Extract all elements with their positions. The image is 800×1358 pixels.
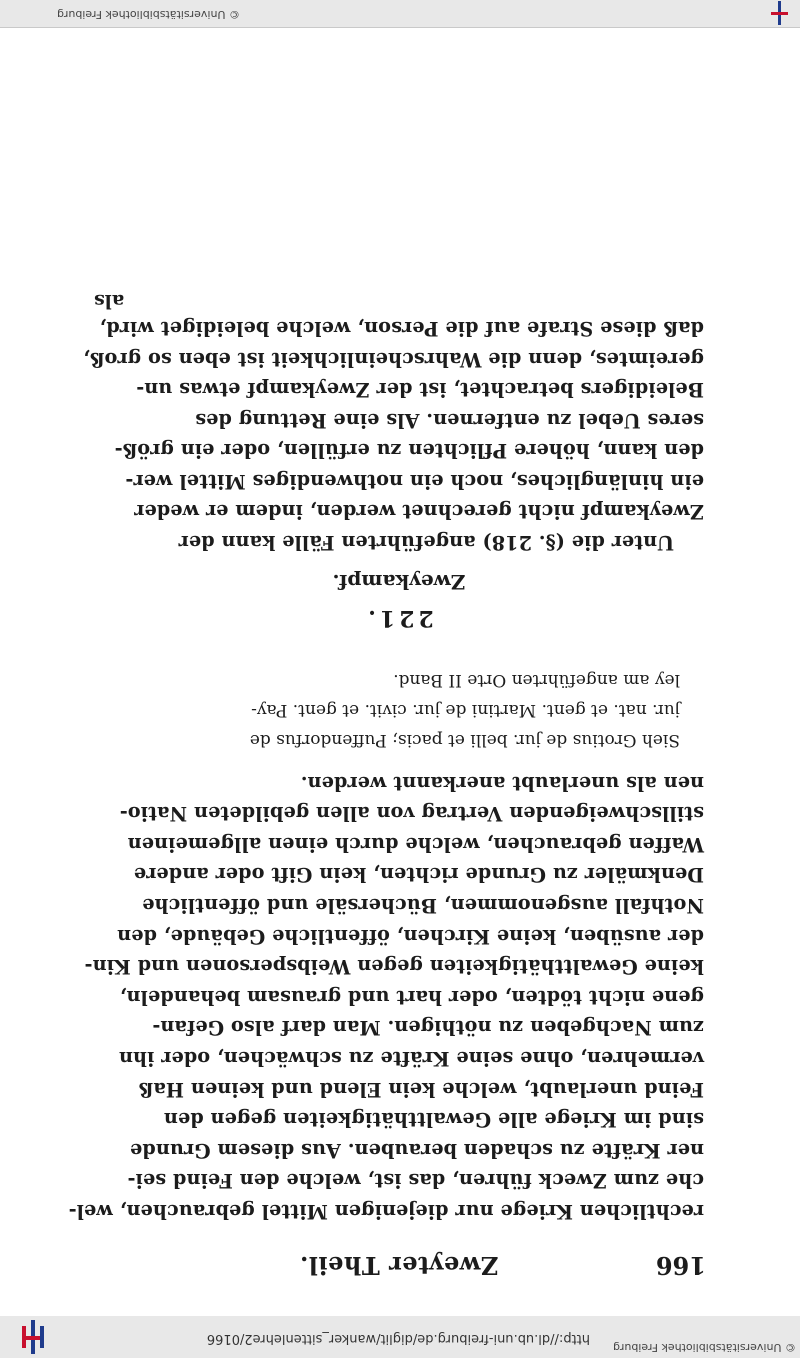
paragraph-duel: [83, 312, 704, 557]
section-number: 221.: [364, 605, 434, 632]
text-line: keine Gewaltthätigkeiten gegen Weibspersonen und Kin-: [84, 955, 704, 979]
text-line: Nothfall ausgenommen, Büchersäle und öffentliche: [142, 894, 704, 918]
catchword-text: als: [94, 290, 125, 313]
text-line: sind im Kriege alle Gewaltthätigkeiten gegen den: [163, 1108, 704, 1132]
text-line: der ausüben, keine Kirchen, öffentliche Gebäude, den: [117, 924, 704, 948]
page-number: 166: [655, 1251, 706, 1280]
note-line: ley am angeführten Orte II Band.: [393, 670, 680, 691]
text-line: den kann, höhere Pflichten zu erfüllen, oder ein größ-: [114, 439, 704, 463]
text-line: stillschweigenden Vertrag von allen gebildeten Natio-: [119, 802, 704, 826]
section-title: Zweykampf.: [332, 570, 466, 595]
university-logo-small-icon: [764, 1, 794, 25]
text-line: rechtlichen Kriege nur diejenigen Mittel gebrauchen, wel-: [68, 1200, 704, 1223]
text-line: gene nicht tödten, oder hart und grausam behandeln,: [119, 985, 704, 1009]
text-line: seres Uebel zu entfernen. Als eine Rettung des: [195, 408, 704, 432]
text-line: nen als unerlaubt anerkannt werden.: [300, 771, 704, 795]
page-text: [68, 282, 706, 1280]
running-head: Zweyter Theil.: [299, 1251, 499, 1280]
text-line: Feind unerlaubt, welche kein Elend und keinen Haß: [138, 1077, 704, 1101]
text-line: Beleidigers betrachtet, ist der Zweykampf etwas un-: [136, 378, 704, 402]
copyright-notice-bottom: © Universitätsbibliothek Freiburg: [57, 8, 240, 21]
note-line: jur. nat. et gent. Martini de jur. civit. et gent. Pay-: [251, 700, 680, 721]
copyright-notice-top: © Universitätsbibliothek Freiburg: [613, 1341, 796, 1354]
document-url[interactable]: http://dl.ub.uni-freiburg.de/diglit/wanker_sittenlehre2/0166: [206, 1331, 590, 1346]
text-line: Denkmäler zu Grunde richten, kein Gift oder andere: [133, 863, 704, 887]
text-line: daß diese Strafe auf die Person, welche beleidiget wird,: [99, 316, 704, 340]
text-line: zum Nachgeben zu nöthigen. Man darf also Gefan-: [152, 1016, 704, 1040]
note-line: Sieh Grotius de jur. belli et pacis; Puffendorfus de: [249, 730, 680, 751]
book-page: [0, 28, 800, 1316]
paragraph-war-means: [68, 767, 704, 1226]
text-line: Waffen gebrauchen, welche durch einen allgemeinen: [127, 832, 704, 856]
text-line: che zum Zweck führen, das ist, welche den Feind sei-: [127, 1169, 704, 1193]
text-line: ein hinlängliches, noch ein nothwendiges Mittel wer-: [125, 469, 704, 493]
text-line: vermehren, ohne seine Kräfte zu schwächen, oder ihn: [118, 1047, 704, 1071]
page-header: [94, 1240, 704, 1280]
reference-note: [94, 665, 704, 755]
text-line: gereimtes, denn die Wahrscheinlichkeit ist eben so groß,: [83, 347, 704, 371]
university-logo-icon: [12, 1320, 52, 1354]
catchword: [94, 282, 704, 312]
text-line: Zweykampf nicht gerechnet werden, indem er weder: [134, 500, 704, 524]
viewer-top-bar: [0, 1315, 800, 1358]
text-line: Unter die (§. 218) angeführten Fälle kann der: [178, 531, 674, 555]
text-line: ner Kräfte zu schaden berauben. Aus diesem Grunde: [129, 1138, 704, 1162]
viewer-bottom-bar: [0, 0, 800, 28]
